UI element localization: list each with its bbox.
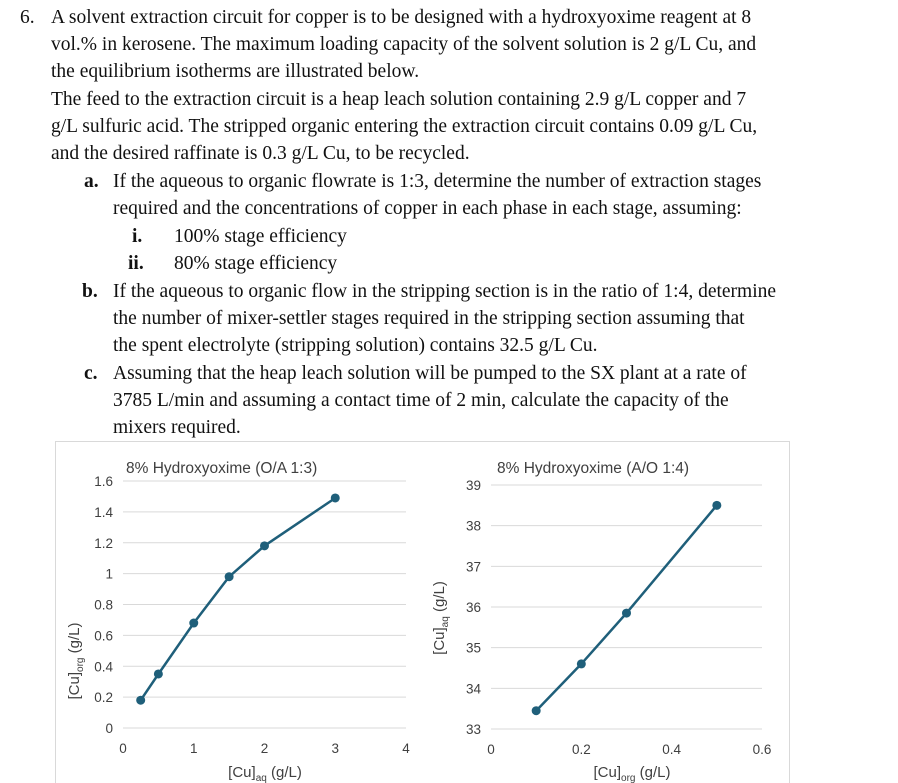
y-tick-label: 0.8 — [94, 597, 113, 613]
part-a-line: If the aqueous to organic flowrate is 1:3, determine the number of extraction stages — [113, 171, 762, 192]
data-point — [189, 619, 198, 628]
y-tick-label: 34 — [465, 681, 481, 697]
part-c-line: 3785 L/min and assuming a contact time of 2 min, calculate the capacity of the — [113, 390, 729, 411]
y-tick-label: 0.2 — [94, 690, 113, 706]
y-axis-label: $[Cu]_{org}$ (g/L) — [66, 622, 86, 700]
y-tick-label: 1.4 — [94, 504, 113, 520]
intro-line: and the desired raffinate is 0.3 g/L Cu, to be recycled. — [51, 143, 470, 164]
part-c-line: Assuming that the heap leach solution will be pumped to the SX plant at a rate of — [113, 363, 747, 384]
data-point — [622, 609, 631, 618]
x-tick-label: 4 — [402, 741, 410, 756]
part-b-line: the spent electrolyte (stripping solution) contains 32.5 g/L Cu. — [113, 335, 598, 356]
data-point — [577, 659, 586, 668]
intro-line: g/L sulfuric acid. The stripped organic entering the extraction circuit contains 0.09 g/L Cu, — [51, 116, 758, 137]
extraction-isotherm-chart — [56, 442, 416, 783]
part-a-letter: a. — [84, 171, 99, 192]
x-tick-label: 0 — [487, 742, 495, 757]
y-tick-label: 0.6 — [94, 628, 113, 644]
x-axis-label: $[Cu]_{org}$ (g/L) — [593, 764, 671, 783]
series-line — [536, 505, 717, 710]
x-tick-label: 3 — [331, 741, 340, 756]
part-c-line: mixers required. — [113, 417, 241, 438]
y-tick-label: 37 — [465, 559, 481, 575]
data-point — [260, 541, 269, 550]
x-tick-label: 0.2 — [571, 742, 591, 757]
data-point — [331, 493, 340, 502]
y-tick-label: 0.4 — [94, 659, 113, 675]
part-a-item-text: 80% stage efficiency — [174, 253, 338, 274]
data-point — [532, 706, 541, 715]
part-b-letter: b. — [82, 281, 98, 302]
x-tick-label: 0.4 — [662, 742, 682, 757]
x-tick-label: 2 — [260, 741, 269, 756]
y-tick-label: 36 — [465, 600, 481, 615]
part-c-letter: c. — [84, 363, 98, 384]
intro-line: The feed to the extraction circuit is a heap leach solution containing 2.9 g/L copper and 7 — [51, 89, 747, 110]
part-a-item-numeral: i. — [132, 226, 143, 247]
data-point — [136, 696, 145, 705]
y-tick-label: 39 — [465, 478, 481, 493]
data-point — [154, 669, 163, 678]
part-a-line: required and the concentrations of copper in each phase in each stage, assuming: — [113, 198, 742, 219]
intro-line: the equilibrium isotherms are illustrated below. — [51, 61, 420, 82]
x-tick-label: 1 — [189, 741, 198, 756]
y-tick-label: 1.6 — [94, 474, 113, 489]
part-b-line: the number of mixer-settler stages required in the stripping section assuming that — [113, 308, 745, 329]
stripping-isotherm-chart — [422, 442, 790, 783]
question-number: 6. — [20, 7, 35, 28]
y-axis-label: $[Cu]_{aq}$ (g/L) — [431, 581, 451, 655]
part-b-line: If the aqueous to organic flow in the stripping section is in the ratio of 1:4, determine — [113, 281, 777, 302]
y-tick-label: 38 — [465, 518, 481, 534]
y-tick-label: 1.2 — [94, 535, 113, 551]
intro-line: A solvent extraction circuit for copper is to be designed with a hydroxyoxime reagent at 8 — [51, 7, 752, 28]
part-a-item-text: 100% stage efficiency — [174, 226, 347, 247]
data-point — [712, 501, 721, 510]
y-tick-label: 0 — [105, 721, 113, 736]
x-tick-label: 0 — [119, 741, 127, 756]
intro-line: vol.% in kerosene. The maximum loading capacity of the solvent solution is 2 g/L Cu, and — [51, 34, 757, 55]
part-a-item-numeral: ii. — [128, 253, 144, 274]
x-tick-label: 0.6 — [752, 742, 772, 757]
y-tick-label: 33 — [465, 722, 481, 737]
chart-title: 8% Hydroxyoxime (A/O 1:4) — [497, 460, 690, 477]
data-point — [225, 572, 234, 581]
y-tick-label: 35 — [465, 640, 481, 656]
y-tick-label: 1 — [105, 566, 113, 582]
series-line — [141, 498, 336, 700]
x-axis-label: $[Cu]_{aq}$ (g/L) — [228, 764, 302, 783]
chart-title: 8% Hydroxyoxime (O/A 1:3) — [126, 460, 318, 477]
